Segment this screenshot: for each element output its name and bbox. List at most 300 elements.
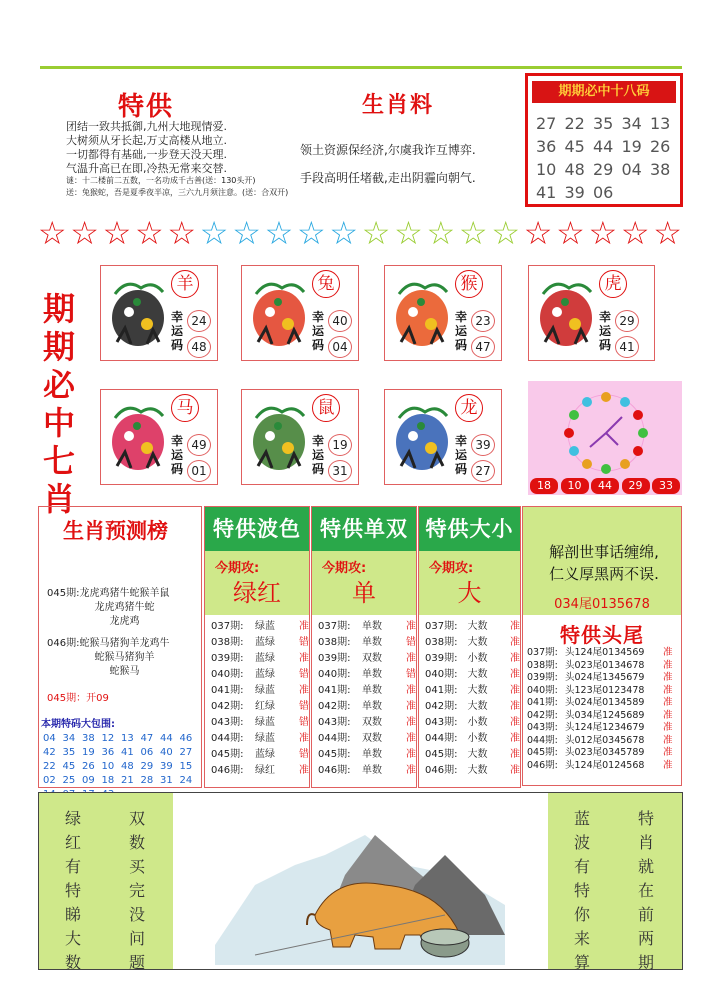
verse-char: 肖 bbox=[637, 833, 654, 852]
zodiac-card bbox=[241, 389, 359, 485]
star-icon: ☆ bbox=[361, 214, 391, 252]
lucky-number: 29 bbox=[615, 310, 639, 332]
title-char: 肖 bbox=[42, 480, 75, 518]
result-mark: 错 bbox=[299, 637, 309, 648]
record-value: 大数 bbox=[467, 637, 488, 648]
package-number: 48 bbox=[121, 761, 134, 772]
lucky-number: 04 bbox=[328, 336, 352, 358]
box18-number: 45 bbox=[564, 137, 585, 156]
period: 044期: bbox=[425, 733, 458, 744]
box18-number: 38 bbox=[650, 160, 671, 179]
record-value: 绿蓝 bbox=[255, 685, 275, 696]
record-row bbox=[211, 747, 309, 763]
record-row bbox=[527, 672, 682, 685]
record-row bbox=[318, 699, 416, 715]
period: 038期: bbox=[318, 637, 351, 648]
record-value: 绿蓝 bbox=[255, 733, 275, 744]
period: 038期: bbox=[211, 637, 244, 648]
verse-char: 完 bbox=[128, 881, 145, 900]
result-mark: 准 bbox=[510, 669, 520, 680]
note-line: 谜：十二楼前二五数，一名功成千古善(送：130头开) bbox=[66, 176, 256, 185]
record-row bbox=[211, 683, 309, 699]
papercut-zodiac-icon bbox=[248, 396, 310, 480]
clock-number: 29 bbox=[622, 478, 650, 494]
record-row bbox=[527, 685, 682, 698]
result-mark: 错 bbox=[299, 669, 309, 680]
verse-char: 特 bbox=[637, 809, 654, 828]
note-line: 送：兔猴蛇，吾是夏季夜半凉，三六九月须注意。(送：合双开) bbox=[66, 188, 289, 197]
package-number: 19 bbox=[82, 747, 95, 758]
pred-line: 龙虎鸡猪牛蛇 bbox=[94, 602, 155, 613]
box18-number: 35 bbox=[593, 114, 614, 133]
zodiac-name: 羊 bbox=[171, 270, 199, 298]
record-row bbox=[318, 731, 416, 747]
record-value: 头023尾0134678 bbox=[565, 659, 645, 671]
attack-label: 今期攻: bbox=[429, 561, 474, 576]
record-row bbox=[318, 635, 416, 651]
result-mark: 准 bbox=[663, 659, 673, 671]
period: 044期: bbox=[211, 733, 244, 744]
tegong-poem bbox=[66, 120, 227, 176]
verse-char: 你 bbox=[573, 905, 590, 924]
record-row bbox=[211, 651, 309, 667]
period: 037期: bbox=[527, 647, 558, 658]
box18-number: 04 bbox=[621, 160, 642, 179]
star-icon: ☆ bbox=[37, 214, 67, 252]
period: 042期: bbox=[527, 709, 558, 721]
record-row bbox=[425, 619, 520, 635]
record-value: 蓝绿 bbox=[255, 749, 275, 760]
box18-number: 27 bbox=[536, 114, 557, 133]
lucky-label: 幸运码 bbox=[312, 434, 325, 476]
result-mark: 准 bbox=[299, 621, 309, 632]
record-value: 小数 bbox=[467, 717, 488, 728]
record-value: 头024尾1345679 bbox=[565, 672, 645, 683]
papercut-zodiac-icon bbox=[391, 272, 453, 356]
record-row bbox=[318, 683, 416, 699]
record-row bbox=[211, 763, 309, 779]
period: 039期: bbox=[211, 653, 244, 664]
result-mark: 准 bbox=[510, 749, 520, 760]
lucky-number: 01 bbox=[187, 460, 211, 482]
clock-number: 18 bbox=[530, 478, 558, 494]
zodiac-card bbox=[100, 265, 218, 361]
prediction-title: 生肖预测榜 bbox=[63, 519, 168, 543]
title-char: 期 bbox=[42, 290, 75, 328]
package-number: 02 bbox=[43, 775, 56, 786]
verse-char: 两 bbox=[637, 929, 654, 948]
lucky-number: 41 bbox=[615, 336, 639, 358]
lucky-number: 40 bbox=[328, 310, 352, 332]
verse-char: 算 bbox=[573, 953, 590, 972]
shengxiao-lines bbox=[300, 136, 476, 192]
result-mark: 准 bbox=[663, 709, 673, 721]
record-value: 头124尾0124568 bbox=[565, 759, 645, 771]
record-row bbox=[211, 731, 309, 747]
star-icon: ☆ bbox=[329, 214, 359, 252]
verse-char: 前 bbox=[637, 905, 654, 924]
papercut-zodiac-icon bbox=[248, 272, 310, 356]
papercut-zodiac-icon bbox=[391, 396, 453, 480]
record-row bbox=[527, 697, 682, 710]
period: 038期: bbox=[425, 637, 458, 648]
danshuang-head: 特供单双 bbox=[312, 507, 416, 551]
result-mark: 错 bbox=[299, 701, 309, 712]
lucky-number: 49 bbox=[187, 434, 211, 456]
record-row bbox=[425, 763, 520, 779]
period: 042期: bbox=[425, 701, 458, 712]
package-number: 29 bbox=[140, 761, 154, 772]
zodiac-card bbox=[100, 389, 218, 485]
record-row bbox=[527, 710, 682, 723]
attack-label: 今期攻: bbox=[215, 561, 260, 576]
clock-number: 33 bbox=[652, 478, 680, 494]
papercut-zodiac-icon bbox=[107, 272, 169, 356]
star-icon: ☆ bbox=[264, 214, 294, 252]
package-number: 06 bbox=[140, 747, 154, 758]
record-value: 大数 bbox=[467, 669, 488, 680]
record-row bbox=[425, 699, 520, 715]
package-number: 15 bbox=[179, 761, 193, 772]
dinosaur-illustration bbox=[215, 815, 505, 965]
record-row bbox=[425, 667, 520, 683]
verse-char: 双 bbox=[128, 809, 145, 828]
record-value: 头034尾1245689 bbox=[565, 709, 645, 721]
star-icon: ☆ bbox=[556, 214, 585, 252]
verse-char: 蓝 bbox=[573, 809, 590, 828]
papercut-zodiac-icon bbox=[107, 396, 169, 480]
lucky-label: 幸运码 bbox=[599, 310, 612, 352]
record-value: 绿蓝 bbox=[255, 717, 275, 728]
record-row bbox=[211, 667, 309, 683]
result-mark: 准 bbox=[299, 685, 309, 696]
verse-char: 买 bbox=[128, 857, 145, 876]
record-value: 绿红 bbox=[255, 765, 275, 776]
package-number: 27 bbox=[179, 747, 193, 758]
head-tail-rows bbox=[527, 647, 682, 772]
result-mark: 准 bbox=[510, 637, 520, 648]
period: 041期: bbox=[425, 685, 458, 696]
result-mark: 错 bbox=[406, 669, 416, 680]
period: 043期: bbox=[318, 717, 351, 728]
period: 046期: bbox=[211, 765, 244, 776]
package-number: 38 bbox=[82, 733, 95, 744]
attack-label: 今期攻: bbox=[322, 561, 367, 576]
record-row bbox=[425, 731, 520, 747]
result-mark: 准 bbox=[510, 733, 520, 744]
bottom-panel bbox=[38, 792, 683, 970]
result-mark: 准 bbox=[510, 685, 520, 696]
attack-value: 大 bbox=[457, 579, 482, 607]
bose-head: 特供波色 bbox=[205, 507, 309, 551]
attack-value: 绿红 bbox=[233, 579, 281, 607]
result-mark: 准 bbox=[510, 621, 520, 632]
verse-column bbox=[636, 807, 656, 975]
package-number: 36 bbox=[101, 747, 115, 758]
record-value: 头023尾0345789 bbox=[565, 747, 645, 758]
verse-char: 来 bbox=[573, 929, 590, 948]
record-value: 蓝绿 bbox=[255, 637, 275, 648]
daxiao-attack bbox=[419, 551, 520, 615]
result-mark: 准 bbox=[663, 747, 673, 758]
verse-char: 有 bbox=[573, 857, 590, 876]
box18-number: 44 bbox=[593, 137, 614, 156]
star-row bbox=[36, 216, 686, 250]
result-mark: 准 bbox=[663, 684, 673, 696]
period: 040期: bbox=[527, 684, 558, 696]
daxiao-head: 特供大小 bbox=[419, 507, 520, 551]
period: 038期: bbox=[527, 659, 558, 671]
record-value: 头124尾1234679 bbox=[565, 722, 645, 733]
zodiac-card bbox=[241, 265, 359, 361]
package-number: 42 bbox=[43, 747, 56, 758]
pred-line: 045期:龙虎鸡猪牛蛇猴羊鼠 bbox=[47, 588, 170, 599]
verse-char: 数 bbox=[128, 833, 145, 852]
star-icon: ☆ bbox=[458, 214, 488, 252]
clock-number: 44 bbox=[591, 478, 619, 494]
record-row bbox=[318, 747, 416, 763]
verse-char: 在 bbox=[637, 881, 654, 900]
head-tail-title: 特供头尾 bbox=[560, 623, 644, 647]
record-row bbox=[425, 651, 520, 667]
clock-number: 10 bbox=[561, 478, 589, 494]
package-number: 18 bbox=[101, 775, 115, 786]
title-char: 中 bbox=[42, 404, 75, 442]
period: 044期: bbox=[527, 734, 558, 746]
package-number: 31 bbox=[160, 775, 173, 786]
star-icon: ☆ bbox=[199, 214, 229, 252]
prediction-open-result: 045期：开09 bbox=[47, 693, 109, 704]
lucky-number: 24 bbox=[187, 310, 211, 332]
lucky-label: 幸运码 bbox=[171, 434, 184, 476]
package-number: 22 bbox=[43, 761, 56, 772]
clock-icon bbox=[556, 387, 656, 479]
verse-char: 波 bbox=[573, 833, 590, 852]
verse-char: 红 bbox=[64, 833, 81, 852]
package-number: 28 bbox=[140, 775, 154, 786]
period: 043期: bbox=[527, 722, 558, 733]
result-mark: 准 bbox=[663, 722, 673, 733]
period: 040期: bbox=[318, 669, 351, 680]
zodiac-name: 龙 bbox=[455, 394, 483, 422]
slogan-line: 仁义厚黑两不误. bbox=[549, 565, 659, 583]
box18-number: 29 bbox=[593, 160, 614, 179]
record-value: 头124尾0134569 bbox=[565, 647, 645, 658]
result-mark: 准 bbox=[406, 765, 416, 776]
verse-column bbox=[572, 807, 592, 975]
papercut-zodiac-icon bbox=[535, 272, 597, 356]
record-row bbox=[211, 619, 309, 635]
slogan-line: 解剖世事话缠绵, bbox=[549, 543, 659, 561]
star-icon: ☆ bbox=[135, 214, 164, 252]
record-value: 双数 bbox=[362, 717, 382, 728]
verse-char: 大 bbox=[64, 929, 81, 948]
zodiac-name: 猴 bbox=[455, 270, 483, 298]
box18-number: 19 bbox=[621, 137, 642, 156]
record-row bbox=[425, 635, 520, 651]
star-icon: ☆ bbox=[653, 214, 682, 252]
lucky-number: 23 bbox=[471, 310, 495, 332]
record-value: 小数 bbox=[467, 733, 488, 744]
poem-line: 大树须从牙长起,万丈高楼从地立. bbox=[66, 134, 227, 147]
period: 045期: bbox=[211, 749, 244, 760]
record-value: 大数 bbox=[467, 765, 488, 776]
record-value: 双数 bbox=[362, 733, 382, 744]
result-mark: 准 bbox=[663, 672, 673, 683]
zodiac-name: 兔 bbox=[312, 270, 340, 298]
lucky-label: 幸运码 bbox=[171, 310, 184, 352]
package-number: 25 bbox=[62, 775, 76, 786]
star-icon: ☆ bbox=[523, 214, 553, 252]
tegong-title: 特供 bbox=[118, 92, 175, 122]
star-icon: ☆ bbox=[394, 214, 423, 252]
verse-char: 特 bbox=[573, 881, 590, 900]
record-value: 绿蓝 bbox=[255, 621, 275, 632]
zodiac-card bbox=[384, 389, 502, 485]
verse-char: 有 bbox=[64, 857, 81, 876]
result-mark: 准 bbox=[510, 701, 520, 712]
box18-number: 48 bbox=[564, 160, 585, 179]
verse-char: 睇 bbox=[64, 905, 81, 924]
result-mark: 准 bbox=[510, 765, 520, 776]
star-icon: ☆ bbox=[620, 214, 650, 252]
poem-line: 气温升高已在即,冷热无常来交替. bbox=[66, 162, 227, 175]
verse-char: 就 bbox=[637, 857, 654, 876]
record-value: 大数 bbox=[467, 701, 488, 712]
record-value: 单数 bbox=[362, 765, 382, 776]
shengxiao-title: 生肖料 bbox=[362, 93, 435, 118]
prediction-panel bbox=[38, 506, 202, 788]
period: 042期: bbox=[318, 701, 351, 712]
period: 039期: bbox=[527, 672, 558, 683]
package-number: 12 bbox=[101, 733, 115, 744]
lucky-label: 幸运码 bbox=[312, 310, 325, 352]
period: 037期: bbox=[211, 621, 244, 632]
result-mark: 准 bbox=[663, 697, 673, 708]
record-row bbox=[527, 647, 682, 660]
top-divider bbox=[40, 66, 682, 69]
bose-rows bbox=[205, 615, 309, 779]
pred-line: 蛇猴马 bbox=[109, 666, 140, 677]
zodiac-name: 鼠 bbox=[312, 394, 340, 422]
box18-number: 41 bbox=[536, 183, 557, 202]
lucky-number: 47 bbox=[471, 336, 495, 358]
package-number: 09 bbox=[82, 775, 95, 786]
lucky-number: 27 bbox=[471, 460, 495, 482]
attack-value: 单 bbox=[352, 579, 376, 607]
box18-number: 26 bbox=[650, 137, 671, 156]
box18-number-grid bbox=[536, 112, 680, 204]
pred-line: 蛇猴马猪狗羊 bbox=[94, 652, 155, 663]
verse-char: 数 bbox=[64, 953, 81, 972]
period: 041期: bbox=[527, 697, 558, 708]
verse-char: 特 bbox=[64, 881, 81, 900]
lucky-label: 幸运码 bbox=[455, 310, 468, 352]
record-value: 头012尾0345678 bbox=[565, 734, 645, 746]
record-row bbox=[318, 715, 416, 731]
record-value: 大数 bbox=[467, 685, 488, 696]
result-mark: 准 bbox=[406, 621, 416, 632]
star-icon: ☆ bbox=[296, 214, 326, 252]
danshuang-rows bbox=[312, 615, 416, 779]
eighteen-numbers-box bbox=[525, 73, 683, 207]
period: 045期: bbox=[425, 749, 458, 760]
package-number: 34 bbox=[62, 733, 76, 744]
box18-number: 06 bbox=[593, 183, 614, 202]
star-icon: ☆ bbox=[167, 214, 197, 252]
star-icon: ☆ bbox=[70, 214, 99, 252]
period: 040期: bbox=[425, 669, 458, 680]
period: 043期: bbox=[425, 717, 458, 728]
record-value: 单数 bbox=[362, 685, 382, 696]
record-row bbox=[425, 747, 520, 763]
record-row bbox=[527, 735, 682, 748]
title-char: 必 bbox=[42, 366, 75, 404]
record-value: 头123尾0123478 bbox=[565, 684, 645, 696]
lucky-number: 39 bbox=[471, 434, 495, 456]
result-mark: 准 bbox=[406, 685, 416, 696]
record-row bbox=[211, 699, 309, 715]
package-number: 10 bbox=[101, 761, 115, 772]
record-row bbox=[425, 683, 520, 699]
zodiac-card bbox=[384, 265, 502, 361]
period: 037期: bbox=[425, 621, 458, 632]
record-value: 单数 bbox=[362, 669, 382, 680]
package-number: 47 bbox=[140, 733, 154, 744]
star-icon: ☆ bbox=[491, 214, 520, 252]
result-mark: 准 bbox=[299, 733, 309, 744]
record-value: 红绿 bbox=[255, 701, 275, 712]
record-value: 蓝绿 bbox=[255, 669, 275, 680]
pred-line: 046期:蛇猴马猪狗羊龙鸡牛 bbox=[47, 638, 170, 649]
bottom-left-verse bbox=[39, 793, 173, 972]
box18-number: 22 bbox=[564, 114, 585, 133]
record-row bbox=[318, 667, 416, 683]
package-number: 41 bbox=[121, 747, 134, 758]
package-number: 21 bbox=[121, 775, 134, 786]
result-mark: 错 bbox=[299, 749, 309, 760]
package-number: 39 bbox=[160, 761, 173, 772]
lucky-number: 31 bbox=[328, 460, 352, 482]
record-row bbox=[425, 715, 520, 731]
period: 046期: bbox=[527, 759, 558, 771]
result-mark: 准 bbox=[510, 717, 520, 728]
verse-char: 题 bbox=[128, 953, 145, 972]
record-value: 单数 bbox=[362, 637, 382, 648]
result-mark: 准 bbox=[406, 717, 416, 728]
record-row bbox=[318, 763, 416, 779]
pred-line: 龙虎鸡 bbox=[109, 616, 140, 627]
period: 039期: bbox=[425, 653, 458, 664]
title-char: 期 bbox=[42, 328, 75, 366]
box18-number: 10 bbox=[536, 160, 557, 179]
package-number: 13 bbox=[121, 733, 134, 744]
period: 042期: bbox=[211, 701, 244, 712]
verse-char: 绿 bbox=[64, 809, 81, 828]
box18-number: 34 bbox=[621, 114, 642, 133]
record-row bbox=[211, 715, 309, 731]
poem-line: 团结一致共抵御,九州大地现情爱. bbox=[66, 120, 227, 133]
record-value: 单数 bbox=[362, 701, 382, 712]
seven-zodiac-title bbox=[42, 290, 76, 518]
result-mark: 准 bbox=[663, 647, 673, 658]
record-value: 蓝绿 bbox=[255, 653, 275, 664]
period: 039期: bbox=[318, 653, 351, 664]
result-mark: 准 bbox=[406, 701, 416, 712]
shengxiao-line: 手段高明任堵截,走出阴霾向朝气. bbox=[300, 171, 476, 185]
tegong-notes bbox=[66, 175, 288, 199]
package-number: 46 bbox=[179, 733, 193, 744]
